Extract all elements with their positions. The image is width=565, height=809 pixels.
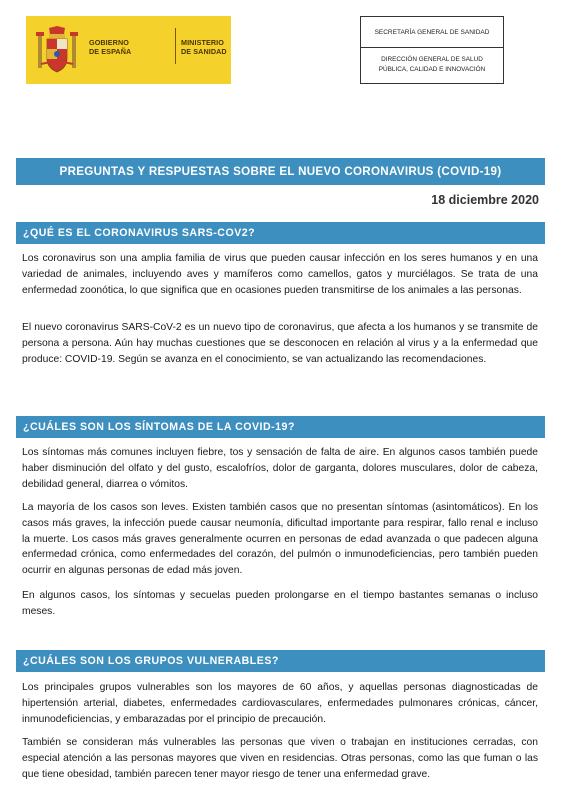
paragraph: La mayoría de los casos son leves. Existen también casos que no presentan síntomas (asintomáticos). En los casos más graves, la infección puede causar neumonía, dificultad importante para respirar, fallo renal e incluso la muerte. Los casos más graves generalmente ocurren en personas de edad avanzada o que padecen alguna enfermedad crónica, como enfermedades del corazón, del pulmón o inmunodeficiencias, pero también pueden ocurrir en algunas personas de edad más joven. <box>22 502 538 577</box>
agency-box <box>360 16 504 84</box>
section-heading-what-is: ¿QUÉ ES EL CORONAVIRUS SARS-COV2? <box>16 222 545 244</box>
paragraph: Los principales grupos vulnerables son los mayores de 60 años, y aquellas personas diagnosticadas de hipertensión arterial, diabetes, enfermedades cardiovasculares, enfermedades pulmonares crónicas, cáncer, inmunodeficiencias, y embarazadas por el principio de precaución. <box>22 682 538 725</box>
logo-gobierno-text: GOBIERNO DE ESPAÑA <box>89 38 132 56</box>
paragraph: Los síntomas más comunes incluyen fiebre, tos y sensación de falta de aire. En algunos casos también puede haber disminución del olfato y del gusto, escalofríos, dolor de garganta, dolores musculares, dolor de cabeza, debilidad general, diarrea o vómitos. <box>22 447 538 490</box>
section-heading-symptoms: ¿CUÁLES SON LOS SÍNTOMAS DE LA COVID-19? <box>16 416 545 438</box>
paragraph: El nuevo coronavirus SARS-CoV-2 es un nuevo tipo de coronavirus, que afecta a los humanos y se transmite de persona a persona. Aún hay muchas cuestiones que se desconocen en relación al virus y a la enfermedad que produce: COVID-19. Según se avanza en el conocimiento, se van actualizando las recomendaciones. <box>22 322 538 365</box>
section-heading-vulnerable: ¿CUÁLES SON LOS GRUPOS VULNERABLES? <box>16 650 545 672</box>
paragraph: Los coronavirus son una amplia familia de virus que pueden causar infección en los seres humanos y en una variedad de animales, incluyendo aves y mamíferos como camellos, gatos y murciélagos. Se trata de una enfermedad zoonótica, lo que significa que en ocasiones pueden transmitirse de los animales a las personas. <box>22 253 538 296</box>
gobierno-logo <box>26 16 231 84</box>
agency-secretaria: SECRETARÍA GENERAL DE SANIDAD <box>361 17 503 48</box>
paragraph: También se consideran más vulnerables las personas que viven o trabajan en instituciones cerradas, con especial atención a las personas mayores que viven en residencias. Otras personas, como las que fuman o las que tiene obesidad, también parecen tener mayor riesgo de tener una enfermedad grave. <box>22 737 538 780</box>
agency-direccion: DIRECCIÓN GENERAL DE SALUD PÚBLICA, CALIDAD E INNOVACIÓN <box>378 56 486 73</box>
coat-of-arms-icon <box>36 26 78 76</box>
document-title: PREGUNTAS Y RESPUESTAS SOBRE EL NUEVO CORONAVIRUS (COVID-19) <box>16 158 545 185</box>
document-date: 18 diciembre 2020 <box>431 193 539 207</box>
logo-ministerio-text: MINISTERIO DE SANIDAD <box>181 38 227 56</box>
logo-divider <box>175 28 176 64</box>
paragraph: En algunos casos, los síntomas y secuelas pueden prolongarse en el tiempo bastantes semanas o incluso meses. <box>22 590 538 617</box>
